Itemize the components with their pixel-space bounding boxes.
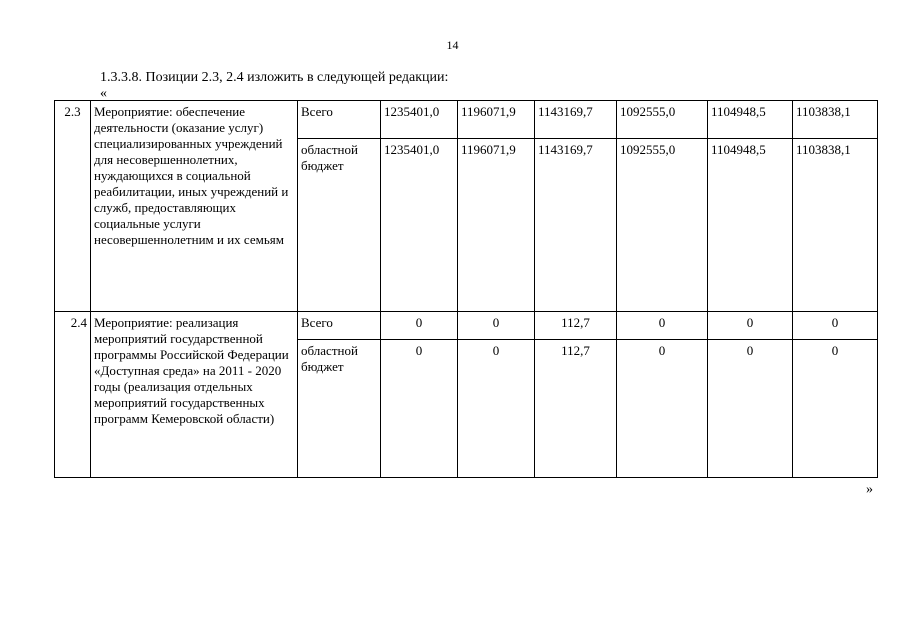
value-cell: 1196071,9 <box>458 139 535 312</box>
funding-source: Всего <box>298 312 381 340</box>
opening-quote: « <box>100 86 107 101</box>
value-cell: 1092555,0 <box>617 101 708 139</box>
value-cell: 0 <box>458 340 535 478</box>
measure-description: Мероприятие: обеспечение деятельности (оказание услуг) специализированных учреждений для несовершеннолетних, нуждающихся в социальной реабилитации, иных учреждений и служб, предоставляющих социальные услуги несовершеннолетним и их семьям <box>91 101 298 312</box>
value-cell: 1104948,5 <box>708 139 793 312</box>
row-number: 2.3 <box>55 101 91 312</box>
table-row <box>55 312 878 340</box>
value-cell: 112,7 <box>535 312 617 340</box>
value-cell: 1092555,0 <box>617 139 708 312</box>
row-number: 2.4 <box>55 312 91 478</box>
funding-source: Всего <box>298 101 381 139</box>
value-cell: 0 <box>708 340 793 478</box>
value-cell: 0 <box>381 340 458 478</box>
value-cell: 0 <box>617 340 708 478</box>
value-cell: 1104948,5 <box>708 101 793 139</box>
value-cell: 0 <box>617 312 708 340</box>
value-cell: 1103838,1 <box>793 139 878 312</box>
value-cell: 0 <box>708 312 793 340</box>
section-heading: 1.3.3.8. Позиции 2.3, 2.4 изложить в следующей редакции: <box>100 70 449 85</box>
value-cell: 0 <box>381 312 458 340</box>
value-cell: 1196071,9 <box>458 101 535 139</box>
closing-quote: » <box>866 482 873 497</box>
funding-table <box>54 100 878 478</box>
value-cell: 1143169,7 <box>535 101 617 139</box>
value-cell: 112,7 <box>535 340 617 478</box>
value-cell: 1143169,7 <box>535 139 617 312</box>
funding-source: областной бюджет <box>298 340 381 478</box>
measure-description: Мероприятие: реализация мероприятий государственной программы Российской Федерации «Доступная среда» на 2011 - 2020 годы (реализация отдельных мероприятий государственных программ Кемеровской области) <box>91 312 298 478</box>
page-number: 14 <box>446 38 459 52</box>
table-row <box>55 101 878 139</box>
value-cell: 1235401,0 <box>381 139 458 312</box>
value-cell: 1103838,1 <box>793 101 878 139</box>
value-cell: 0 <box>793 340 878 478</box>
funding-source: областной бюджет <box>298 139 381 312</box>
value-cell: 0 <box>793 312 878 340</box>
value-cell: 0 <box>458 312 535 340</box>
value-cell: 1235401,0 <box>381 101 458 139</box>
